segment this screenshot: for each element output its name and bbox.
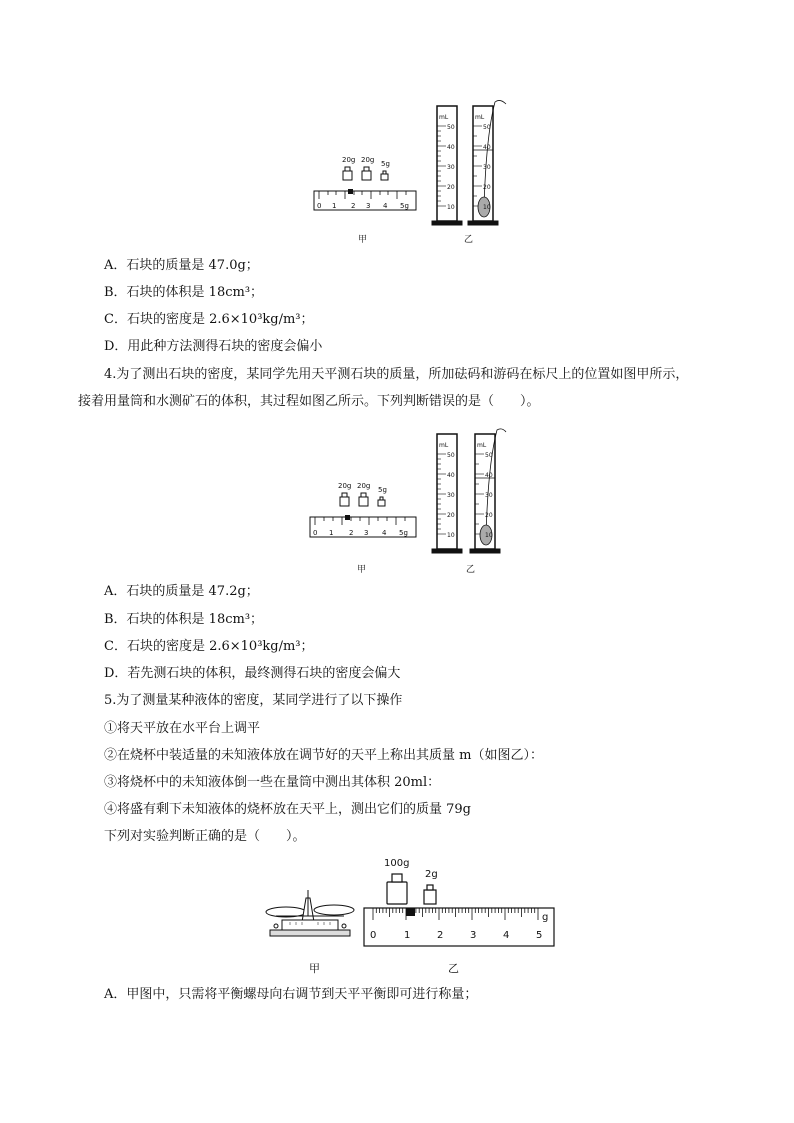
q3-option-d: D．用此种方法测得石块的密度会偏小	[104, 339, 323, 354]
q3-ruler-tick: 5g	[400, 202, 409, 210]
q3-ruler	[314, 189, 416, 210]
q3-weight-1	[343, 171, 352, 180]
q3-label-jia: 甲	[358, 235, 368, 245]
q4-cyl-tick: 40	[447, 472, 455, 479]
q3-cyl-tick: 10	[447, 204, 455, 211]
q4-weight-label-3: 5g	[378, 486, 387, 494]
q3-weight-label-2: 20g	[361, 156, 375, 164]
q3-cyl2-tick: 10	[483, 204, 491, 211]
q4-label-jia: 甲	[357, 565, 367, 575]
q3-cyl-tick: 30	[447, 164, 455, 171]
q3-weights	[342, 156, 390, 180]
q5-step-1: ①将天平放在水平台上调平	[104, 721, 261, 736]
q3-label-yi: 乙	[464, 235, 474, 245]
q5-ruler-tick: 0	[370, 930, 377, 941]
q5-option-a: A．甲图中，只需将平衡螺母向右调节到天平平衡即可进行称量；	[104, 987, 478, 1002]
q4-weight-label-2: 20g	[357, 482, 371, 490]
q4-weight-1	[340, 497, 349, 506]
q3-ruler-tick: 3	[366, 202, 371, 210]
q5-weight-2g	[424, 890, 436, 904]
q4-cyl-tick: 20	[447, 512, 455, 519]
q3-figure	[310, 96, 520, 246]
q5-weight-label-1: 100g	[384, 858, 410, 869]
q4-weight-3	[378, 500, 385, 506]
q4-cyl-tick: 50	[447, 452, 455, 459]
q4-label-yi: 乙	[466, 565, 476, 575]
q4-figure	[306, 428, 516, 578]
q3-option-a: A．石块的质量是 47.0g；	[104, 258, 259, 273]
q3-weight-label-3: 5g	[381, 160, 390, 168]
q5-label-jia: 甲	[309, 962, 320, 975]
q5-balance	[266, 890, 354, 936]
q5-question: 下列对实验判断正确的是（ ）。	[104, 829, 306, 844]
q5-step-2: ②在烧杯中装适量的未知液体放在调节好的天平上称出其质量 m（如图乙）：	[104, 748, 543, 763]
q3-cyl2-unit: mL	[475, 114, 485, 121]
q4-ruler-tick: 4	[382, 529, 387, 537]
q5-label-yi: 乙	[448, 962, 459, 975]
q4-stem-line2: 接着用量筒和水测矿石的体积，其过程如图乙所示。下列判断错误的是（ ）。	[78, 394, 540, 409]
q5-weight-label-2: 2g	[425, 869, 438, 880]
q3-cyl2-tick: 40	[483, 144, 491, 151]
q3-option-b: B．石块的体积是 18cm³；	[104, 285, 264, 300]
q3-cyl-tick: 40	[447, 144, 455, 151]
q5-ruler-tick: 3	[470, 930, 477, 941]
q3-cyl-unit: mL	[439, 114, 449, 121]
q4-ruler-tick: 2	[349, 529, 354, 537]
q5-ruler	[364, 908, 554, 946]
q4-stem-line1: 4.为了测出石块的密度，某同学先用天平测石块的质量，所加砝码和游码在标尺上的位置如图甲所示，	[104, 367, 689, 382]
q4-cyl2-tick: 40	[485, 472, 493, 479]
q4-cyl2-tick: 50	[485, 452, 493, 459]
q5-stem: 5.为了测量某种液体的密度，某同学进行了以下操作	[104, 693, 403, 708]
q3-ruler-tick: 1	[332, 202, 337, 210]
q3-cyl2-tick: 30	[483, 164, 491, 171]
q3-cyl-tick: 50	[447, 124, 455, 131]
q3-rider	[348, 189, 353, 194]
q4-option-c: C．石块的密度是 2.6×10³kg/m³；	[104, 639, 314, 654]
q4-rider	[345, 515, 350, 520]
q3-ruler-tick: 4	[383, 202, 388, 210]
q4-cyl2-tick: 30	[485, 492, 493, 499]
q3-weight-label-1: 20g	[342, 156, 356, 164]
q5-step-3: ③将烧杯中的未知液体倒一些在量筒中测出其体积 20ml：	[104, 775, 441, 790]
q4-option-d: D．若先测石块的体积，最终测得石块的密度会偏大	[104, 666, 401, 681]
q4-option-a: A．石块的质量是 47.2g；	[104, 584, 259, 599]
q3-cyl2-tick: 20	[483, 184, 491, 191]
q5-figure	[262, 850, 562, 980]
q4-ruler	[310, 515, 416, 537]
q4-cyl2-unit: mL	[477, 442, 487, 449]
q3-ruler-tick: 2	[351, 202, 356, 210]
q4-ruler-tick: 1	[329, 529, 334, 537]
q5-ruler-unit: g	[542, 912, 549, 923]
q3-option-c: C．石块的密度是 2.6×10³kg/m³；	[104, 312, 314, 327]
q3-cyl-tick: 20	[447, 184, 455, 191]
q4-cyl2-tick: 10	[485, 532, 493, 539]
q5-ruler-tick: 5	[536, 930, 543, 941]
q4-cyl-tick: 30	[447, 492, 455, 499]
q4-cyl2-tick: 20	[485, 512, 493, 519]
q4-option-b: B．石块的体积是 18cm³；	[104, 612, 264, 627]
q4-ruler-tick: 0	[313, 529, 318, 537]
q4-weight-label-1: 20g	[338, 482, 352, 490]
q5-rider	[406, 908, 415, 916]
q4-ruler-tick: 3	[364, 529, 369, 537]
q3-cyl2-tick: 50	[483, 124, 491, 131]
q4-ruler-tick: 5g	[399, 529, 408, 537]
q5-ruler-tick: 4	[503, 930, 510, 941]
q5-ruler-tick: 1	[404, 930, 411, 941]
q5-weight-100g	[387, 882, 407, 904]
q4-weight-2	[359, 497, 368, 506]
q3-weight-3	[381, 174, 388, 180]
q4-cyl-tick: 10	[447, 532, 455, 539]
q5-step-4: ④将盛有剩下未知液体的烧杯放在天平上，测出它们的质量 79g	[104, 802, 471, 817]
q3-weight-2	[362, 171, 371, 180]
q3-ruler-tick: 0	[317, 202, 322, 210]
q5-ruler-tick: 2	[437, 930, 444, 941]
q4-cyl-unit: mL	[439, 442, 449, 449]
